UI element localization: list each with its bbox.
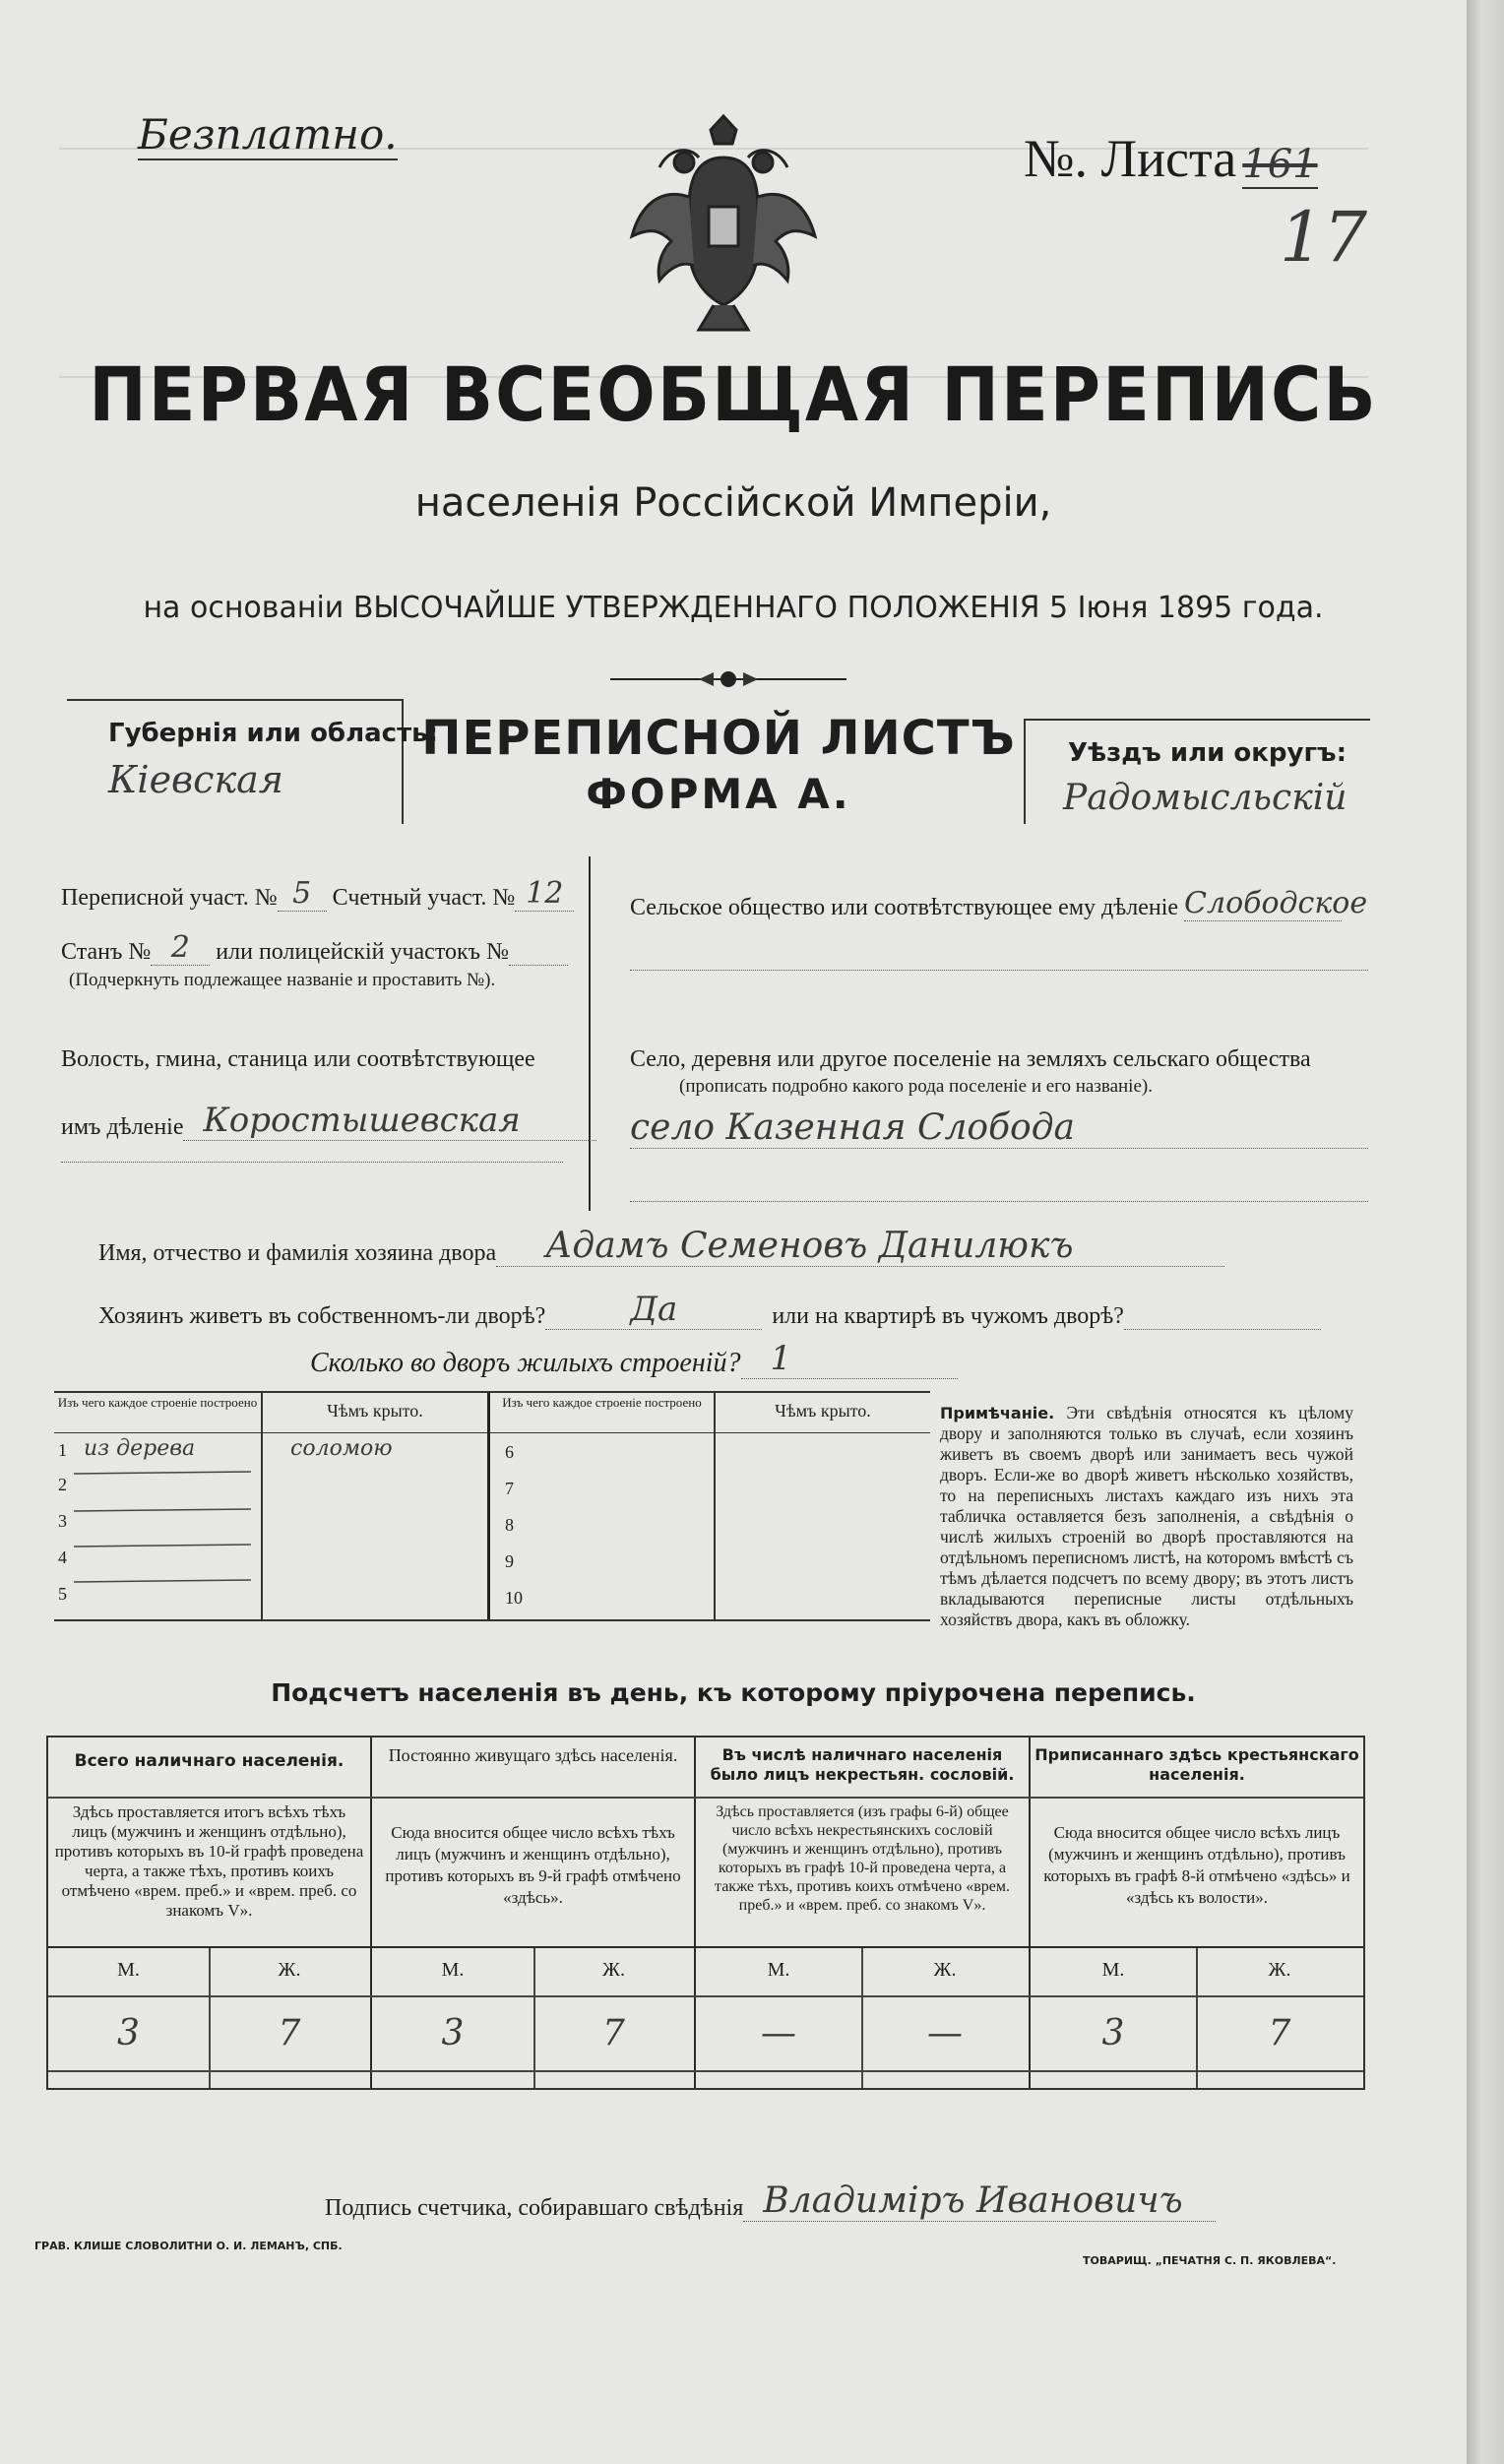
gubernia-value: Кіевская xyxy=(108,758,283,801)
count-col2-title: Постоянно живущаго здѣсь населенія. xyxy=(388,1745,678,1765)
count-col2-m: 3 xyxy=(441,2013,465,2053)
stan-label: Станъ № xyxy=(61,939,152,965)
volost-row xyxy=(61,1101,596,1141)
table-row: 4 xyxy=(58,1548,67,1567)
uezd-value: Радомысльскій xyxy=(1063,778,1347,818)
selo-line-2 xyxy=(630,1201,1368,1202)
stan-row xyxy=(61,930,568,966)
signature-row xyxy=(325,2180,1216,2222)
footer-left: ГРАВ. КЛИШЕ СЛОВОЛИТНИ О. И. ЛЕМАНЪ, СПБ. xyxy=(34,2240,343,2252)
f-label: Ж. xyxy=(602,1959,625,1981)
count-table xyxy=(46,1736,1365,2090)
obshchestvo-value: Слободское xyxy=(1184,886,1368,920)
count-col4-title: Приписаннаго здѣсь крестьянскаго населенія. xyxy=(1034,1745,1359,1784)
buildings-table xyxy=(54,1391,930,1621)
count-col2-desc: Сюда вносится общее число всѣхъ тѣхъ лицъ (мужчинъ и женщинъ отдѣльно), противъ которыхъ въ 9-й графѣ отмѣчено «здѣсь». xyxy=(385,1823,681,1907)
col-roof-left: Чѣмъ крыто. xyxy=(327,1401,423,1421)
dash-lines xyxy=(54,1434,487,1619)
table-row: 3 xyxy=(58,1511,67,1531)
count-col1-title: Всего наличнаго населенія. xyxy=(74,1751,345,1771)
police-value-line xyxy=(509,941,568,966)
count-col4-desc: Сюда вносится общее число всѣхъ лицъ (мужчинъ и женщинъ отдѣльно), противъ которыхъ въ графѣ 8-й отмѣчено «здѣсь» и «здѣсь къ волости». xyxy=(1043,1823,1350,1907)
sheet-no-value: 161 xyxy=(1242,142,1318,187)
count-col3-title: Въ числѣ наличнаго населенія было лицъ некрестьян. сословій. xyxy=(710,1745,1015,1784)
m-label: М. xyxy=(441,1959,465,1981)
note-block xyxy=(940,1403,1353,1630)
obshchestvo-line-2 xyxy=(630,970,1368,971)
imperial-eagle-emblem xyxy=(620,108,827,354)
schet-uchast-value: 12 xyxy=(515,876,574,912)
count-col3-desc: Здѣсь проставляется (изъ графы 6-й) общее число всѣхъ некрестьянскихъ сословій (мужчинъ и женщинъ отдѣльно), противъ которыхъ въ графѣ 10-й проведена черта, а также тѣхъ, противъ коихъ отмѣчено «врем. преб.» и «врем. преб. со знакомъ V». xyxy=(715,1803,1010,1914)
perepis-uchast-row xyxy=(61,876,574,912)
m-label: М. xyxy=(1101,1959,1125,1981)
signature-label: Подпись счетчика, собиравшаго свѣдѣнія xyxy=(325,2195,744,2221)
buildings-label: Сколько во дворъ жилыхъ строеній? xyxy=(310,1348,741,1378)
obshchestvo-label: Сельское общество или соотвѣтствующее ему дѣленіе xyxy=(630,895,1179,920)
police-label: или полицейскій участокъ № xyxy=(216,939,509,965)
field-divider xyxy=(589,856,591,1211)
selo-label: Село, деревня или другое поселеніе на земляхъ сельскаго общества xyxy=(630,1046,1311,1072)
count-col4-f: 7 xyxy=(1268,2013,1291,2053)
count-col3-m: — xyxy=(761,2013,796,2053)
sheet-no-label: №. Листа xyxy=(1024,129,1237,188)
obshchestvo-row xyxy=(630,886,1368,921)
count-col1-desc: Здѣсь проставляется итогъ всѣхъ тѣхъ лицъ (мужчинъ и женщинъ отдѣльно), противъ которыхъ въ 10-й графѣ проведена черта, а также тѣхъ, противъ коихъ отмѣчено «врем. преб.» и «врем. преб. со знакомъ V». xyxy=(54,1802,364,1920)
subtitle: населенія Россійской Имперіи, xyxy=(414,480,1052,526)
schet-uchast-label: Счетный участ. № xyxy=(332,885,516,911)
perepis-uchast-label: Переписной участ. № xyxy=(61,885,278,911)
own-yard-row xyxy=(98,1290,1321,1330)
stan-value: 2 xyxy=(151,930,210,966)
sheet-number xyxy=(1024,130,1318,189)
signature-value: Владиміръ Ивановичъ xyxy=(743,2180,1216,2222)
owner-name-label: Имя, отчество и фамилія хозяина двора xyxy=(98,1240,497,1266)
main-title: ПЕРВАЯ ВСЕОБЩАЯ ПЕРЕПИСЬ xyxy=(89,350,1378,439)
count-col4-m: 3 xyxy=(1101,2013,1125,2053)
table-row: 1 из дерева соломою xyxy=(58,1436,393,1461)
count-col2-f: 7 xyxy=(602,2013,625,2053)
count-heading: Подсчетъ населенія въ день, къ которому пріурочена перепись. xyxy=(271,1678,1196,1707)
form-letter: ФОРМА А. xyxy=(586,770,851,818)
buildings-value: 1 xyxy=(741,1339,958,1379)
table-row: 10 xyxy=(505,1588,523,1608)
note-text: Эти свѣдѣнія относятся къ цѣлому двору и заполняются только въ случаѣ, если хозяинъ живетъ въ своемъ дворѣ или занимаетъ весь чужой дворъ. Если-же во дворѣ живетъ нѣсколько хозяйствъ, то на переписныхъ листахъ каждаго изъ нихъ эта табличка оставляется безъ заполненія, а свѣдѣнія о числѣ жилыхъ строеній во дворѣ проставляются на отдѣльномъ переписномъ листѣ, на которомъ вмѣстѣ съ тѣмъ дѣлается подсчетъ по всему двору; въ этотъ листъ вкладываются переписные листы отдѣльныхъ хозяйствъ двора, какъ въ обложку. xyxy=(940,1403,1354,1629)
table-row: 9 xyxy=(505,1551,514,1571)
selo-value: село Казенная Слобода xyxy=(630,1107,1368,1149)
page-edge xyxy=(1467,0,1504,2464)
buildings-row xyxy=(310,1339,958,1379)
volost-label2: имъ дѣленіе xyxy=(61,1114,184,1140)
gubernia-label: Губернія или область: xyxy=(108,719,438,748)
ornament-divider xyxy=(610,667,846,691)
selo-note: (прописать подробно какого рода поселеніе и его названіе). xyxy=(679,1076,1153,1097)
f-label: Ж. xyxy=(278,1959,301,1981)
m-label: М. xyxy=(767,1959,790,1981)
f-label: Ж. xyxy=(933,1959,957,1981)
owner-name-row xyxy=(98,1226,1224,1267)
volost-line-2 xyxy=(61,1162,563,1163)
footer-right: ТОВАРИЩ. „ПЕЧАТНЯ С. П. ЯКОВЛЕВА“. xyxy=(1083,2254,1337,2267)
free-label: Безплатно. xyxy=(138,110,398,158)
col-material-right: Изъ чего каждое строеніе построено xyxy=(502,1395,702,1410)
table-row: 6 xyxy=(505,1442,514,1462)
col-material-left: Изъ чего каждое строеніе построено xyxy=(57,1395,258,1410)
basis-line: на основаніи ВЫСОЧАЙШЕ УТВЕРЖДЕННАГО ПОЛОЖЕНІЯ 5 Іюня 1895 года. xyxy=(143,591,1324,625)
table-row: 5 xyxy=(58,1584,67,1604)
note-heading: Примѣчаніе. xyxy=(940,1404,1055,1422)
count-col1-f: 7 xyxy=(278,2013,301,2053)
table-row: 7 xyxy=(505,1479,514,1498)
f-label: Ж. xyxy=(1268,1959,1291,1981)
sheet-no-correction: 17 xyxy=(1280,197,1368,278)
count-col3-f: — xyxy=(927,2013,963,2053)
volost-value: Коростышевская xyxy=(183,1101,596,1141)
uezd-label: Уѣздъ или округъ: xyxy=(1068,738,1347,768)
owner-name-value: Адамъ Семеновъ Данилюкъ xyxy=(496,1226,1224,1267)
rent-value-line xyxy=(1124,1305,1321,1330)
own-yard-label: Хозяинъ живетъ въ собственномъ-ли дворѣ? xyxy=(98,1303,546,1329)
perepis-uchast-value: 5 xyxy=(278,876,327,912)
m-label: М. xyxy=(117,1959,140,1981)
table-row: 8 xyxy=(505,1515,514,1535)
rent-label: или на квартирѣ въ чужомъ дворѣ? xyxy=(772,1303,1124,1329)
form-title: ПЕРЕПИСНОЙ ЛИСТЪ xyxy=(421,711,1016,766)
buildings-right-rows xyxy=(490,1434,930,1616)
volost-label: Волость, гмина, станица или соотвѣтствующее xyxy=(61,1046,535,1072)
own-yard-value: Да xyxy=(545,1290,762,1330)
table-row: 2 xyxy=(58,1475,67,1494)
col-roof-right: Чѣмъ крыто. xyxy=(775,1401,871,1421)
count-col1-m: 3 xyxy=(117,2013,140,2053)
underline-note: (Подчеркнуть подлежащее названіе и проставить №). xyxy=(69,970,496,990)
